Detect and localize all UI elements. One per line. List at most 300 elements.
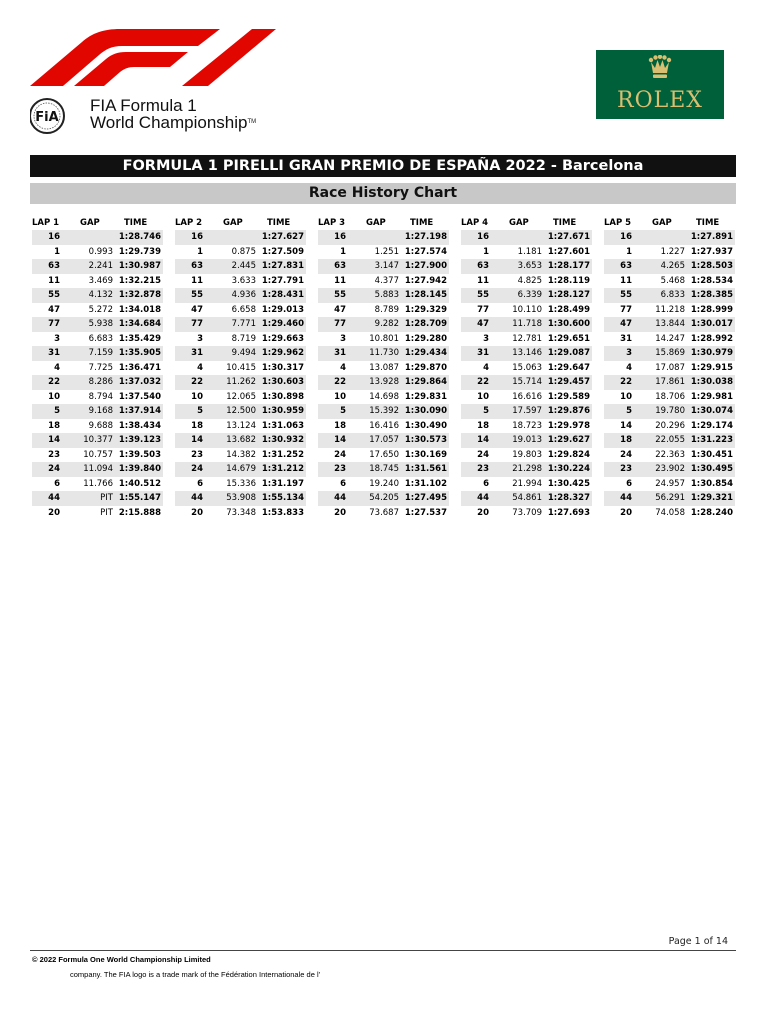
gap-value: 7.771 <box>231 319 256 329</box>
fia-line-2: World Championship <box>90 113 248 132</box>
table-row <box>461 419 592 434</box>
lap-time: 1:29.460 <box>261 319 304 329</box>
gap-value: 54.205 <box>369 493 399 503</box>
lap-label: LAP 1 <box>32 218 60 228</box>
gap-value: 13.682 <box>226 435 256 445</box>
lap-time: 1:29.457 <box>547 377 590 387</box>
f1-logo <box>30 26 276 86</box>
gap-header: GAP <box>652 218 672 228</box>
table-row <box>32 303 163 318</box>
gap-value: 10.110 <box>512 304 542 315</box>
car-number: 24 <box>191 464 203 474</box>
car-number: 16 <box>191 232 203 242</box>
gap-value: 16.616 <box>512 391 542 402</box>
rolex-wordmark: ROLEX <box>617 88 703 113</box>
car-number: 6 <box>483 478 489 489</box>
table-row <box>32 477 163 492</box>
lap-time: 1:29.831 <box>404 391 447 402</box>
footer-divider <box>30 950 736 951</box>
gap-value: 9.494 <box>231 348 256 358</box>
car-number: 55 <box>191 290 203 300</box>
gap-value: 3.633 <box>231 275 256 286</box>
table-row <box>318 477 449 492</box>
table-row <box>604 361 735 376</box>
table-row <box>318 390 449 405</box>
car-number: 23 <box>620 464 632 474</box>
lap-time: 1:30.317 <box>261 362 304 373</box>
lap-time: 1:40.512 <box>118 478 161 489</box>
car-number: 18 <box>477 420 489 431</box>
lap-rows <box>175 230 306 520</box>
car-number: 24 <box>334 449 346 460</box>
car-number: 24 <box>620 449 632 460</box>
lap-time: 1:28.499 <box>547 304 590 315</box>
page-title: FORMULA 1 PIRELLI GRAN PREMIO DE ESPAÑA 2022 - Barcelona <box>30 155 736 177</box>
gap-value: 15.392 <box>369 406 399 416</box>
lap-time: 1:29.824 <box>547 449 590 460</box>
gap-value: 11.766 <box>83 478 113 489</box>
gap-value: 4.377 <box>374 275 399 286</box>
car-number: 44 <box>334 493 346 503</box>
lap-time: 1:30.959 <box>261 406 304 416</box>
gap-value: 8.719 <box>231 333 256 344</box>
table-row <box>32 259 163 274</box>
lap-time: 1:31.212 <box>261 464 304 474</box>
table-row <box>175 419 306 434</box>
lap-table-4 <box>461 216 592 520</box>
car-number: 23 <box>191 449 203 460</box>
lap-time: 2:15.888 <box>118 507 161 518</box>
lap-time: 1:35.905 <box>118 348 161 358</box>
table-row <box>318 332 449 347</box>
table-row <box>318 361 449 376</box>
car-number: 22 <box>48 377 60 387</box>
car-number: 5 <box>54 406 60 416</box>
gap-value: 17.597 <box>512 406 542 416</box>
car-number: 31 <box>477 348 489 358</box>
table-row <box>318 404 449 419</box>
gap-value: 73.687 <box>369 507 399 518</box>
lap-rows <box>461 230 592 520</box>
car-number: 23 <box>48 449 60 460</box>
table-row <box>604 259 735 274</box>
car-number: 63 <box>477 261 489 271</box>
car-number: 77 <box>48 319 60 329</box>
fia-line-1: FIA Formula 1 <box>90 96 197 115</box>
lap-time: 1:30.979 <box>690 348 733 358</box>
page-subtitle: Race History Chart <box>30 183 736 204</box>
table-row <box>604 303 735 318</box>
car-number: 44 <box>48 493 60 503</box>
lap-time: 1:30.090 <box>404 406 447 416</box>
car-number: 31 <box>334 348 346 358</box>
table-row <box>32 390 163 405</box>
lap-time: 1:39.840 <box>118 464 161 474</box>
gap-value: 13.124 <box>226 420 256 431</box>
lap-time: 1:30.224 <box>547 464 590 474</box>
page-number: Page 1 of 14 <box>668 936 728 947</box>
car-number: 18 <box>48 420 60 431</box>
gap-value: 6.833 <box>660 290 685 300</box>
lap-time: 1:29.589 <box>547 391 590 402</box>
table-row <box>318 303 449 318</box>
gap-value: 18.723 <box>512 420 542 431</box>
table-row <box>604 448 735 463</box>
table-row <box>604 288 735 303</box>
table-row <box>318 433 449 448</box>
car-number: 63 <box>334 261 346 271</box>
lap-time: 1:31.252 <box>261 449 304 460</box>
car-number: 63 <box>620 261 632 271</box>
car-number: 20 <box>334 507 346 518</box>
table-row <box>461 245 592 260</box>
lap-time: 1:27.891 <box>690 232 733 242</box>
lap-time: 1:29.663 <box>261 333 304 344</box>
gap-value: 11.718 <box>512 319 542 329</box>
table-row <box>318 245 449 260</box>
table-row <box>604 245 735 260</box>
table-row <box>175 477 306 492</box>
gap-value: 4.825 <box>517 275 542 286</box>
car-number: 1 <box>340 246 346 257</box>
lap-time: 1:29.981 <box>690 391 733 402</box>
table-row <box>318 448 449 463</box>
gap-value: 10.757 <box>83 449 113 460</box>
lap-time: 1:30.603 <box>261 377 304 387</box>
lap-time: 1:28.177 <box>547 261 590 271</box>
car-number: 16 <box>620 232 632 242</box>
gap-value: 2.445 <box>231 261 256 271</box>
table-row <box>175 375 306 390</box>
lap-time: 1:29.651 <box>547 333 590 344</box>
table-row <box>175 361 306 376</box>
lap-time: 1:31.223 <box>690 435 733 445</box>
lap-time: 1:30.987 <box>118 261 161 271</box>
lap-time: 1:27.601 <box>547 246 590 257</box>
table-row <box>461 332 592 347</box>
car-number: 44 <box>477 493 489 503</box>
gap-value: 10.801 <box>369 333 399 344</box>
car-number: 55 <box>477 290 489 300</box>
table-row <box>175 346 306 361</box>
time-header: TIME <box>553 218 577 228</box>
table-row <box>461 375 592 390</box>
lap-label: LAP 2 <box>175 218 203 228</box>
fia-logo-block <box>30 96 290 136</box>
gap-value: 17.087 <box>655 362 685 373</box>
table-row <box>461 390 592 405</box>
lap-time: 1:31.197 <box>261 478 304 489</box>
car-number: 5 <box>626 406 632 416</box>
car-number: 5 <box>197 406 203 416</box>
rolex-logo <box>596 50 724 119</box>
car-number: 10 <box>191 391 203 402</box>
lap-time: 1:30.038 <box>690 377 733 387</box>
lap-table-5 <box>604 216 735 520</box>
table-row <box>175 288 306 303</box>
table-row <box>604 375 735 390</box>
table-row <box>318 274 449 289</box>
car-number: 47 <box>477 319 489 329</box>
table-row <box>175 230 306 245</box>
gap-value: 11.094 <box>83 464 113 474</box>
car-number: 14 <box>191 435 203 445</box>
car-number: 44 <box>191 493 203 503</box>
gap-value: 21.298 <box>512 464 542 474</box>
lap-time: 1:27.791 <box>261 275 304 286</box>
gap-value: PIT <box>100 507 113 518</box>
lap-time: 1:28.119 <box>547 275 590 286</box>
lap-rows <box>604 230 735 520</box>
table-row <box>318 317 449 332</box>
lap-time: 1:27.198 <box>404 232 447 242</box>
car-number: 10 <box>334 391 346 402</box>
gap-value: 9.168 <box>88 406 113 416</box>
lap-time: 1:30.495 <box>690 464 733 474</box>
lap-time: 1:27.937 <box>690 246 733 257</box>
gap-value: 24.957 <box>655 478 685 489</box>
gap-value: 13.146 <box>512 348 542 358</box>
car-number: 1 <box>197 246 203 257</box>
time-header: TIME <box>410 218 434 228</box>
lap-time: 1:29.647 <box>547 362 590 373</box>
gap-value: 17.861 <box>655 377 685 387</box>
car-number: 22 <box>191 377 203 387</box>
car-number: 5 <box>340 406 346 416</box>
table-row <box>604 419 735 434</box>
table-row <box>318 230 449 245</box>
lap-time: 1:28.999 <box>690 304 733 315</box>
table-row <box>461 259 592 274</box>
gap-value: 5.272 <box>88 304 113 315</box>
car-number: 4 <box>626 362 632 373</box>
gap-value: 10.377 <box>83 435 113 445</box>
car-number: 77 <box>334 319 346 329</box>
table-row <box>604 274 735 289</box>
gap-value: 5.938 <box>88 319 113 329</box>
lap-time: 1:30.600 <box>547 319 590 329</box>
disclaimer-text: company. The FIA logo is a trade mark of the Fédération Internationale de l' <box>70 970 321 979</box>
car-number: 3 <box>483 333 489 344</box>
gap-value: 54.861 <box>512 493 542 503</box>
lap-time: 1:39.123 <box>118 435 161 445</box>
car-number: 3 <box>626 348 632 358</box>
lap-time: 1:32.878 <box>118 290 161 300</box>
gap-header: GAP <box>509 218 529 228</box>
gap-value: 7.159 <box>88 348 113 358</box>
gap-value: 5.883 <box>374 290 399 300</box>
table-row <box>318 462 449 477</box>
car-number: 16 <box>48 232 60 242</box>
table-row <box>175 259 306 274</box>
car-number: 20 <box>620 507 632 518</box>
lap-rows <box>318 230 449 520</box>
table-row <box>461 346 592 361</box>
lap-time: 1:37.540 <box>118 391 161 402</box>
car-number: 4 <box>54 362 60 373</box>
table-row <box>175 462 306 477</box>
lap-label: LAP 5 <box>604 218 632 228</box>
lap-table-1 <box>32 216 163 520</box>
car-number: 11 <box>334 275 346 286</box>
table-row <box>604 346 735 361</box>
gap-value: 8.286 <box>88 377 113 387</box>
lap-time: 1:28.127 <box>547 290 590 300</box>
table-row <box>461 230 592 245</box>
gap-value: 21.994 <box>512 478 542 489</box>
lap-time: 1:29.915 <box>690 362 733 373</box>
lap-time: 1:27.671 <box>547 232 590 242</box>
lap-time: 1:29.329 <box>404 304 447 315</box>
table-row <box>461 317 592 332</box>
time-header: TIME <box>696 218 720 228</box>
car-number: 10 <box>477 391 489 402</box>
table-row <box>32 433 163 448</box>
lap-time: 1:30.451 <box>690 449 733 460</box>
table-row <box>175 274 306 289</box>
gap-header: GAP <box>80 218 100 228</box>
lap-time: 1:30.017 <box>690 319 733 329</box>
table-row <box>32 506 163 521</box>
lap-table-3 <box>318 216 449 520</box>
gap-value: 12.781 <box>512 333 542 344</box>
table-row <box>461 303 592 318</box>
gap-value: 15.869 <box>655 348 685 358</box>
table-row <box>32 448 163 463</box>
lap-table-header <box>604 216 735 230</box>
fia-seal-icon <box>30 96 86 136</box>
car-number: 44 <box>620 493 632 503</box>
lap-time: 1:28.746 <box>118 232 161 242</box>
lap-time: 1:36.471 <box>118 362 161 373</box>
lap-time: 1:30.169 <box>404 449 447 460</box>
lap-time: 1:38.434 <box>118 420 161 431</box>
svg-text:FiA: FiA <box>35 110 59 125</box>
lap-time: 1:29.870 <box>404 362 447 373</box>
lap-label: LAP 3 <box>318 218 346 228</box>
lap-time: 1:29.864 <box>404 377 447 387</box>
table-row <box>32 332 163 347</box>
car-number: 18 <box>191 420 203 431</box>
lap-time: 1:27.574 <box>404 246 447 257</box>
gap-value: PIT <box>100 493 113 503</box>
lap-time: 1:55.147 <box>118 493 161 503</box>
table-row <box>175 506 306 521</box>
gap-value: 14.247 <box>655 333 685 344</box>
lap-time: 1:29.739 <box>118 246 161 257</box>
lap-time: 1:28.327 <box>547 493 590 503</box>
car-number: 14 <box>477 435 489 445</box>
gap-value: 1.227 <box>660 246 685 257</box>
lap-time: 1:27.831 <box>261 261 304 271</box>
lap-table-header <box>318 216 449 230</box>
gap-value: 74.058 <box>655 507 685 518</box>
car-number: 6 <box>54 478 60 489</box>
car-number: 22 <box>477 377 489 387</box>
lap-time: 1:31.102 <box>404 478 447 489</box>
gap-value: 73.709 <box>512 507 542 518</box>
table-row <box>461 448 592 463</box>
lap-time: 1:29.434 <box>404 348 447 358</box>
lap-time: 1:28.385 <box>690 290 733 300</box>
time-header: TIME <box>267 218 291 228</box>
car-number: 55 <box>334 290 346 300</box>
gap-value: 14.679 <box>226 464 256 474</box>
car-number: 11 <box>620 275 632 286</box>
table-row <box>32 491 163 506</box>
table-row <box>461 404 592 419</box>
lap-table-2 <box>175 216 306 520</box>
lap-time: 1:55.134 <box>261 493 304 503</box>
car-number: 16 <box>334 232 346 242</box>
gap-value: 8.794 <box>88 391 113 402</box>
table-row <box>604 332 735 347</box>
lap-time: 1:27.509 <box>261 246 304 257</box>
car-number: 6 <box>626 478 632 489</box>
lap-time: 1:27.537 <box>404 507 447 518</box>
table-row <box>461 274 592 289</box>
gap-value: 15.063 <box>512 362 542 373</box>
gap-value: 15.336 <box>226 478 256 489</box>
gap-value: 15.714 <box>512 377 542 387</box>
car-number: 77 <box>191 319 203 329</box>
table-row <box>461 361 592 376</box>
gap-value: 19.780 <box>655 406 685 416</box>
car-number: 55 <box>620 290 632 300</box>
gap-value: 20.296 <box>655 420 685 431</box>
table-row <box>175 332 306 347</box>
car-number: 1 <box>626 246 632 257</box>
car-number: 3 <box>340 333 346 344</box>
lap-label: LAP 4 <box>461 218 489 228</box>
lap-time: 1:37.914 <box>118 406 161 416</box>
gap-value: 19.240 <box>369 478 399 489</box>
lap-time: 1:34.684 <box>118 319 161 329</box>
lap-time: 1:28.709 <box>404 319 447 329</box>
table-row <box>461 491 592 506</box>
rolex-crown-icon <box>648 55 672 81</box>
gap-value: 14.382 <box>226 449 256 460</box>
gap-header: GAP <box>223 218 243 228</box>
lap-table-header <box>32 216 163 230</box>
table-row <box>604 477 735 492</box>
car-number: 20 <box>477 507 489 518</box>
car-number: 1 <box>54 246 60 257</box>
gap-value: 10.415 <box>226 362 256 373</box>
gap-value: 6.658 <box>231 304 256 315</box>
table-row <box>175 404 306 419</box>
gap-value: 14.698 <box>369 391 399 402</box>
lap-time: 1:29.013 <box>261 304 304 315</box>
table-row <box>32 462 163 477</box>
lap-time: 1:29.978 <box>547 420 590 431</box>
car-number: 23 <box>477 464 489 474</box>
gap-value: 11.262 <box>226 377 256 387</box>
table-row <box>318 346 449 361</box>
table-row <box>461 477 592 492</box>
table-row <box>318 375 449 390</box>
lap-time: 1:53.833 <box>261 507 304 518</box>
car-number: 24 <box>477 449 489 460</box>
table-row <box>32 404 163 419</box>
table-row <box>32 346 163 361</box>
car-number: 11 <box>191 275 203 286</box>
lap-table-header <box>175 216 306 230</box>
car-number: 3 <box>197 333 203 344</box>
car-number: 18 <box>334 420 346 431</box>
lap-time: 1:35.429 <box>118 333 161 344</box>
lap-time: 1:29.876 <box>547 406 590 416</box>
